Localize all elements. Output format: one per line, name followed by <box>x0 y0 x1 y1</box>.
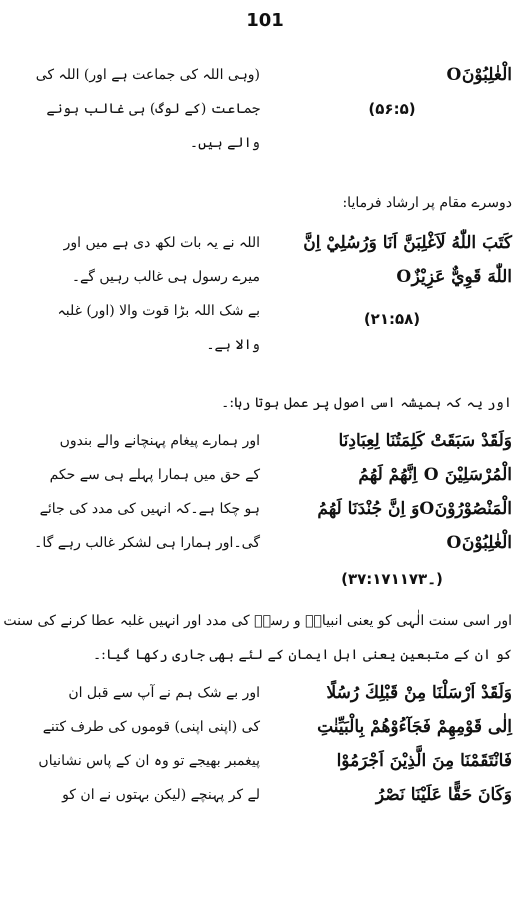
arabic-line: وَكَانَ حَقًّا عَلَيْنَا نَصْرُ <box>375 785 512 805</box>
urdu-line: اور ہمارے پیغام پہنچانے والے بندوں <box>59 433 260 449</box>
urdu-line: والے ہیں۔ <box>189 135 260 151</box>
urdu-translation-1 <box>18 58 260 160</box>
arabic-line: اِلٰى قَوْمِهِمْ فَجَآءُوْهُمْ بِالْبَيِّنٰتِ <box>317 717 512 737</box>
intro-text-3: اور یہ کہ ہمیشہ اسی اصول پر عمل ہوتا رہا:۔ <box>221 395 512 411</box>
urdu-translation-2 <box>18 226 260 362</box>
arabic-line: كَتَبَ اللّٰهُ لَاَغْلِبَنَّ اَنَا وَرُسُلِيْ اِنَّ <box>303 233 512 253</box>
intro-text-4 <box>3 604 512 672</box>
urdu-line: میرے رسول ہی غالب رہیں گے۔ <box>71 269 260 285</box>
urdu-line: اور بے شک ہم نے آپ سے قبل ان <box>68 685 260 701</box>
arabic-verse-3 <box>272 424 512 560</box>
verse-reference-2: (۲۱:۵۸) <box>363 310 421 328</box>
intro-text-2: دوسرے مقام پر ارشاد فرمایا: <box>342 195 512 211</box>
arabic-line: فَانْتَقَمْنَا مِنَ الَّذِيْنَ اَجْرَمُوْا <box>336 751 512 771</box>
arabic-line: الْمَنْصُوْرُوْنَOوَ اِنَّ جُنْدَنَا لَهُمُ <box>317 499 512 519</box>
arabic-line: اللّٰهَ قَوِيٌّ عَزِيْزٌO <box>396 267 512 287</box>
urdu-translation-3 <box>18 424 260 560</box>
verse-reference-3: (۳۷:۱۷۱۔۱۷۳) <box>341 570 443 588</box>
arabic-verse-1 <box>272 58 512 92</box>
urdu-translation-4 <box>18 676 260 812</box>
arabic-line: الْمُرْسَلِيْنَ O اِنَّهُمْ لَهُمُ <box>358 465 512 485</box>
urdu-line: لے کر پہنچے (لیکن بہتوں نے ان کو <box>62 787 260 803</box>
urdu-line: (وہی اللہ کی جماعت ہے اور) اللہ کی <box>35 67 260 83</box>
arabic-verse-2 <box>272 226 512 294</box>
urdu-line: کی (اپنی اپنی) قوموں کی طرف کتنے <box>42 719 260 735</box>
urdu-line: کے حق میں ہمارا پہلے ہی سے حکم <box>49 467 260 483</box>
arabic-line: وَلَقَدْ سَبَقَتْ كَلِمَتُنَا لِعِبَادِنَا <box>338 431 512 451</box>
arabic-line: الْغٰلِبُوْنَO <box>446 65 512 85</box>
arabic-line: الْغٰلِبُوْنَO <box>446 533 512 553</box>
page-number: 101 <box>246 10 284 31</box>
verse-reference-1: (۵۶:۵) <box>368 100 416 118</box>
urdu-line: اللہ نے یہ بات لکھ دی ہے میں اور <box>63 235 260 251</box>
urdu-line: گی۔اور ہمارا ہی لشکر غالب رہے گا۔ <box>34 535 260 551</box>
intro-line: کو ان کے متبعین یعنی اہل ایمان کے لئے بھی جاری رکھا گیا:۔ <box>92 647 512 663</box>
arabic-verse-4 <box>272 676 512 812</box>
urdu-line: پیغمبر بھیجے تو وہ ان کے پاس نشانیاں <box>38 753 260 769</box>
urdu-line: والا ہے۔ <box>206 337 260 353</box>
arabic-line: وَلَقَدْ اَرْسَلْنَا مِنْ قَبْلِكَ رُسُلًا <box>326 683 512 703</box>
urdu-line: جماعت (کے لوگ) ہی غالب ہونے <box>46 101 260 117</box>
urdu-line: بے شک اللہ بڑا قوت والا (اور) غلبہ <box>57 303 260 319</box>
urdu-line: ہو چکا ہے۔کہ انہیں کی مدد کی جائے <box>39 501 260 517</box>
intro-line: اور اسی سنت الٰہی کو یعنی انبیاءؑ و رسلؑ کی مدد اور انہیں غلبہ عطا کرنے کی سنت <box>3 613 512 629</box>
